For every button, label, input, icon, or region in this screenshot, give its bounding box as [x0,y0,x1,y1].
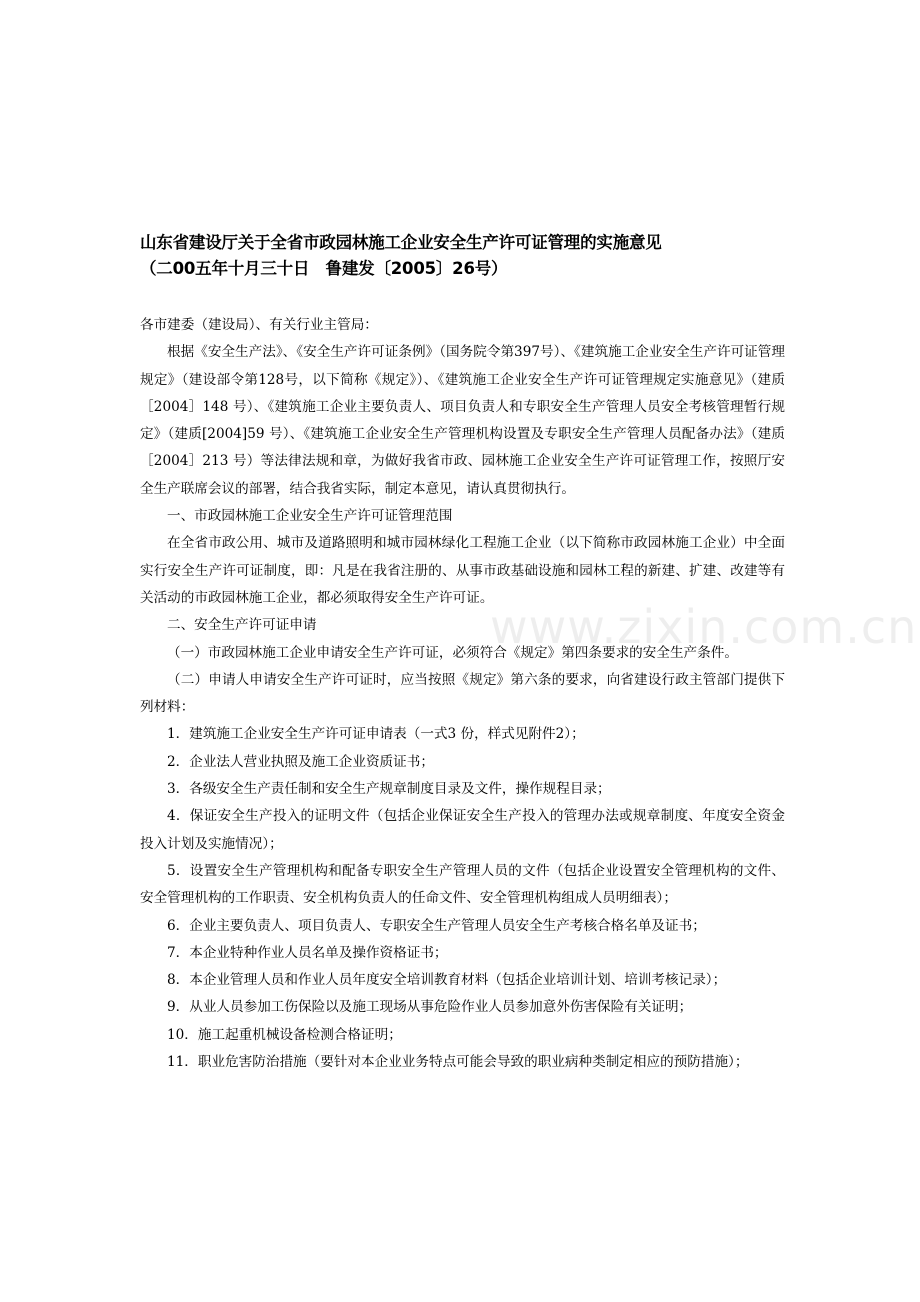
material-item-2: 2．企业法人营业执照及施工企业资质证书； [167,753,434,770]
material-item-3: 3．各级安全生产责任制和安全生产规章制度目录及文件，操作规程目录； [167,781,611,798]
material-item-7: 7．本企业特种作业人员名单及操作资格证书； [167,944,448,961]
document-subtitle: （二00五年十月三十日 鲁建发〔2005〕26号） [140,259,508,278]
material-item-11: 11．职业危害防治措施（要针对本企业业务特点可能会导致的职业病种类制定相应的预防措施）； [167,1054,749,1071]
section-2-item-2: （二）申请人申请安全生产许可证时，应当按照《规定》第六条的要求，向省建设行政主管部门提供下列材料： [140,671,785,716]
section-1-heading: 一、市政园林施工企业安全生产许可证管理范围 [167,508,453,525]
material-item-5: 5．设置安全生产管理机构和配备专职安全生产管理人员的文件（包括企业设置安全管理机构的文件、安全管理机构的工作职责、安全机构负责人的任命文件、安全管理机构组成人员明细表）； [140,862,785,907]
material-item-8: 8．本企业管理人员和作业人员年度安全培训教育材料（包括企业培训计划、培训考核记录）； [167,972,727,989]
section-2-item-1: （一）市政园林施工企业申请安全生产许可证，必须符合《规定》第四条要求的安全生产条件。 [167,644,738,661]
material-item-10: 10．施工起重机械设备检测合格证明； [167,1026,402,1043]
title-block [140,230,800,282]
watermark-text: www.zixin.com.cn [490,600,918,654]
material-item-9: 9．从业人员参加工伤保险以及施工现场从事危险作业人员参加意外伤害保险有关证明； [167,999,693,1016]
material-item-6: 6．企业主要负责人、项目负责人、专职安全生产管理人员安全生产考核合格名单及证书； [167,917,706,934]
salutation: 各市建委（建设局）、有关行业主管局： [140,317,378,333]
section-1-text: 在全省市政公用、城市及道路照明和城市园林绿化工程施工企业（以下简称市政园林施工企业）中全面实行安全生产许可证制度，即：凡是在我省注册的、从事市政基础设施和园林工程的新建、扩建、改建等有关活动的市政园林施工企业，都必须取得安全生产许可证。 [140,535,785,606]
intro-paragraph: 根据《安全生产法》、《安全生产许可证条例》（国务院令第397号）、《建筑施工企业安全生产许可证管理规定》（建设部令第128号，以下简称《规定》）、《建筑施工企业安全生产许可证管理规定实施意见》（建质［2004］148 号）、《建筑施工企业主要负责人、项目负责人和专职安全生产管理人员安全考核管理暂行规定》（建质[2004]59 号）、《建筑施工企业安全生产管理机构设置及专职安全生产管理人员配备办法》（建质［2004］213 号）等法律法规和章，为做好我省市政、园林施工企业安全生产许可证管理工作，按照厅安全生产联席会议的部署，结合我省实际，制定本意见，请认真贯彻执行。 [140,344,785,497]
material-item-1: 1．建筑施工企业安全生产许可证申请表（一式3 份，样式见附件2）； [167,726,585,743]
document-title: 山东省建设厅关于全省市政园林施工企业安全生产许可证管理的实施意见 [140,233,662,252]
document-body [140,312,785,1076]
material-item-4: 4．保证安全生产投入的证明文件（包括企业保证安全生产投入的管理办法或规章制度、年度安全资金投入计划及实施情况）； [140,808,785,852]
section-2-heading: 二、安全生产许可证申请 [167,617,317,634]
